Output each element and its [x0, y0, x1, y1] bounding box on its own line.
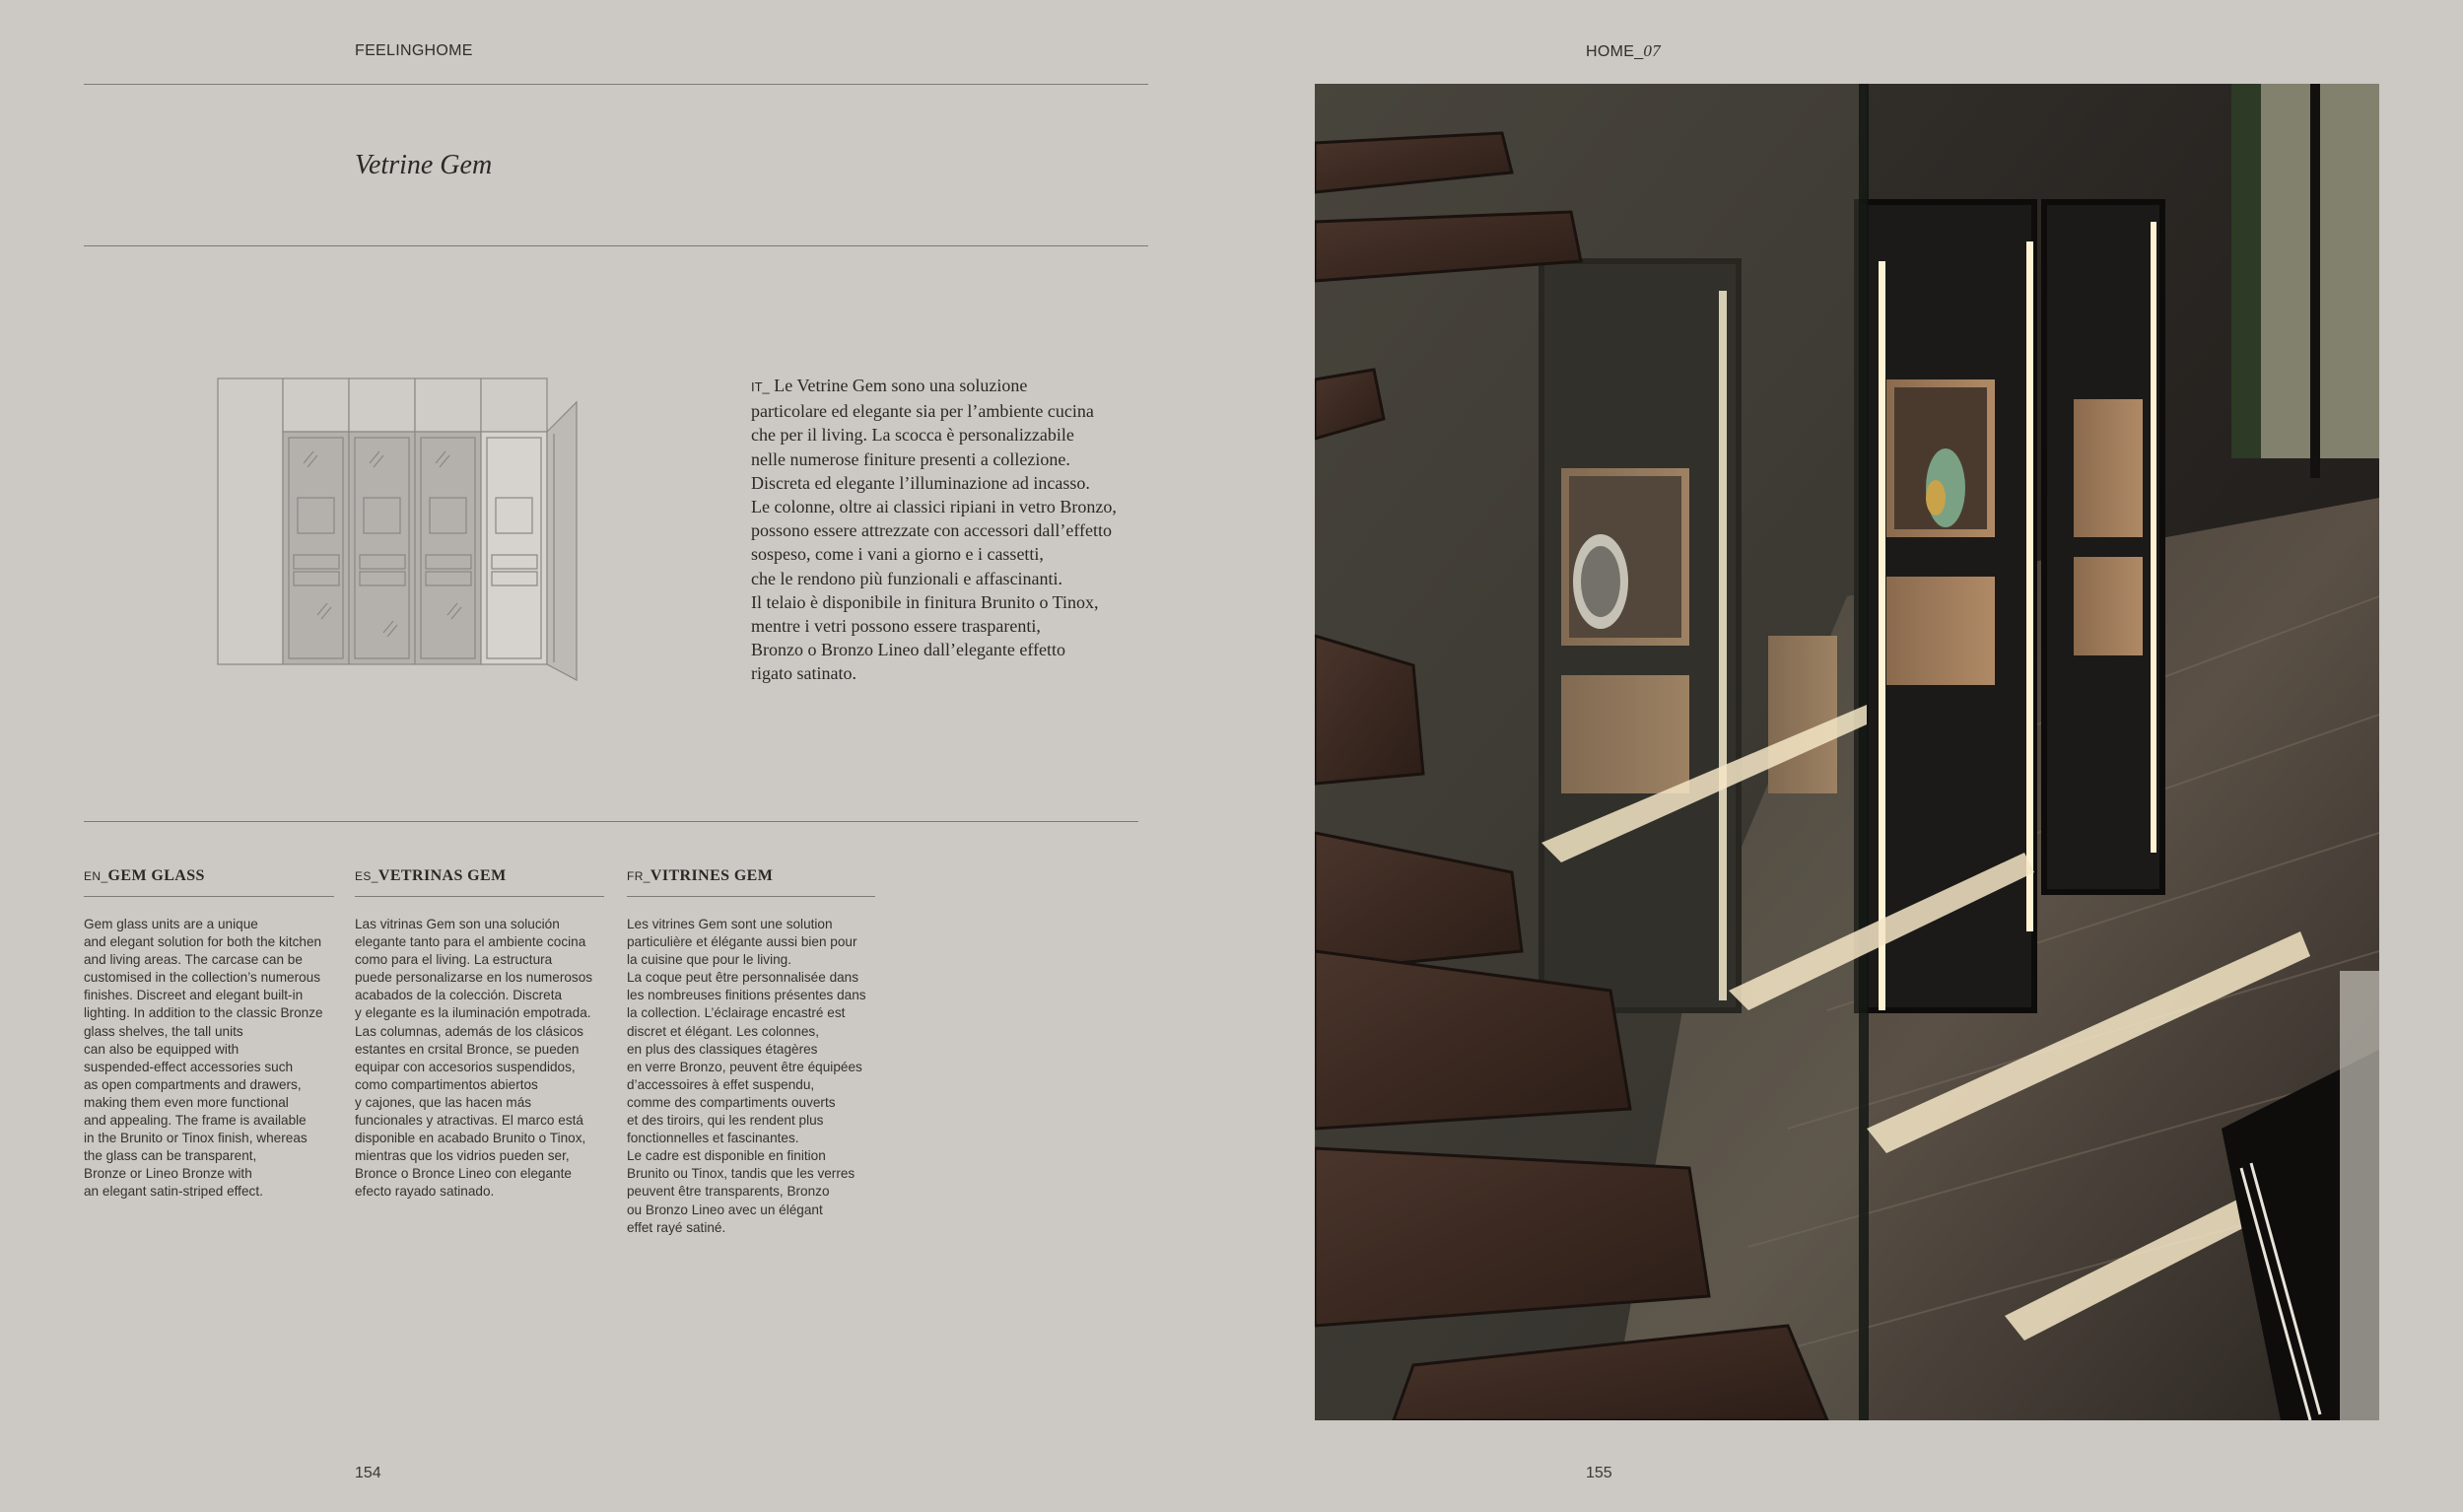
running-header-prefix: HOME_: [1586, 43, 1644, 60]
column-es: [355, 867, 604, 1202]
italian-text: Le Vetrine Gem sono una soluzione particolare ed elegante sia per l’ambiente cucina che per il living. La scocca è personalizzabile nelle numerose finiture presenti a collezione. Discreta ed elegante l’illuminazione ad incasso. Le colonne, oltre ai classici ripiani in vetro Bronzo, possono essere attrezzate con accessori dall’effetto sospeso, come i vani a giorno e i cassetti, che le rendono più funzionali e affascinanti. Il telaio è disponibile in finitura Brunito o Tinox, mentre i vetri possono essere trasparenti, Bronzo o Bronzo Lineo dall’elegante effetto rigato satinato.: [751, 376, 1117, 684]
header-rule: [84, 84, 1148, 85]
language-code-es: ES_: [355, 869, 378, 883]
column-heading-en: [84, 867, 334, 885]
running-header-number: 07: [1643, 41, 1662, 60]
column-text-fr: Les vitrines Gem sont une solution particulière et élégante aussi bien pour la cuisine que pour le living. La coque peut être personnalisée dans les nombreuses finitions présentes dans la collection. L’éclairage encastré est discret et élégant. Les colonnes, en plus des classiques étagères en verre Bronzo, peuvent être équipées d’accessoires à effet suspendu, comme des compartiments ouverts et des tiroirs, qui les rendent plus fonctionnelles et fascinantes. Le cadre est disponible en finition Brunito ou Tinox, tandis que les verres peuvent être transparents, Bronzo ou Bronzo Lineo avec un élégant effet rayé satiné.: [627, 917, 866, 1235]
language-code-en: EN_: [84, 869, 108, 883]
page-title: Vetrine Gem: [355, 150, 493, 180]
language-code-fr: FR_: [627, 869, 650, 883]
title-rule: [84, 245, 1148, 246]
heading-text-en: GEM GLASS: [107, 867, 205, 884]
column-text-en: Gem glass units are a unique and elegant solution for both the kitchen and living areas. The carcase can be customised in the collection’s numerous finishes. Discreet and elegant built-in lighting. In addition to the classic Bronze glass shelves, the tall units can also be equipped with suspended-effect accessories such as open compartments and drawers, making them even more functional and appealing. The frame is available in the Brunito or Tinox finish, whereas the glass can be transparent, Bronze or Lineo Bronze with an elegant satin-striped effect.: [84, 917, 323, 1200]
section-rule: [84, 821, 1138, 822]
column-text-es: Las vitrinas Gem son una solución elegante tanto para el ambiente cocina como para el living. La estructura puede personalizarse en los numerosos acabados de la colección. Discreta y elegante es la iluminación empotrada. Las columnas, además de los clásicos estantes en crsital Bronce, se pueden equipar con accesorios suspendidos, como compartimentos abiertos y cajones, que las hacen más funcionales y atractivas. El marco está disponible en acabado Brunito o Tinox, mientras que los vidrios pueden ser, Bronce o Bronce Lineo con elegante efecto rayado satinado.: [355, 917, 593, 1200]
language-code-it: IT_: [751, 379, 770, 394]
heading-text-fr: VITRINES GEM: [650, 867, 774, 884]
running-header-left: FEELINGHOME: [355, 42, 473, 59]
column-heading-es: [355, 867, 604, 885]
page-number-right: 155: [1586, 1465, 1612, 1481]
column-fr: [627, 867, 875, 1237]
column-en: [84, 867, 334, 1202]
interior-photo: [1315, 84, 2379, 1420]
photo-illustration: [1315, 84, 2379, 1420]
cabinet-drawing: [215, 375, 584, 686]
column-rule-es: [355, 896, 604, 897]
heading-text-es: VETRINAS GEM: [377, 867, 507, 884]
page-number-left: 154: [355, 1465, 381, 1481]
column-heading-fr: [627, 867, 875, 885]
running-header-right: [1586, 41, 1661, 61]
column-rule-fr: [627, 896, 875, 897]
column-rule-en: [84, 896, 334, 897]
italian-description: [751, 374, 1165, 686]
